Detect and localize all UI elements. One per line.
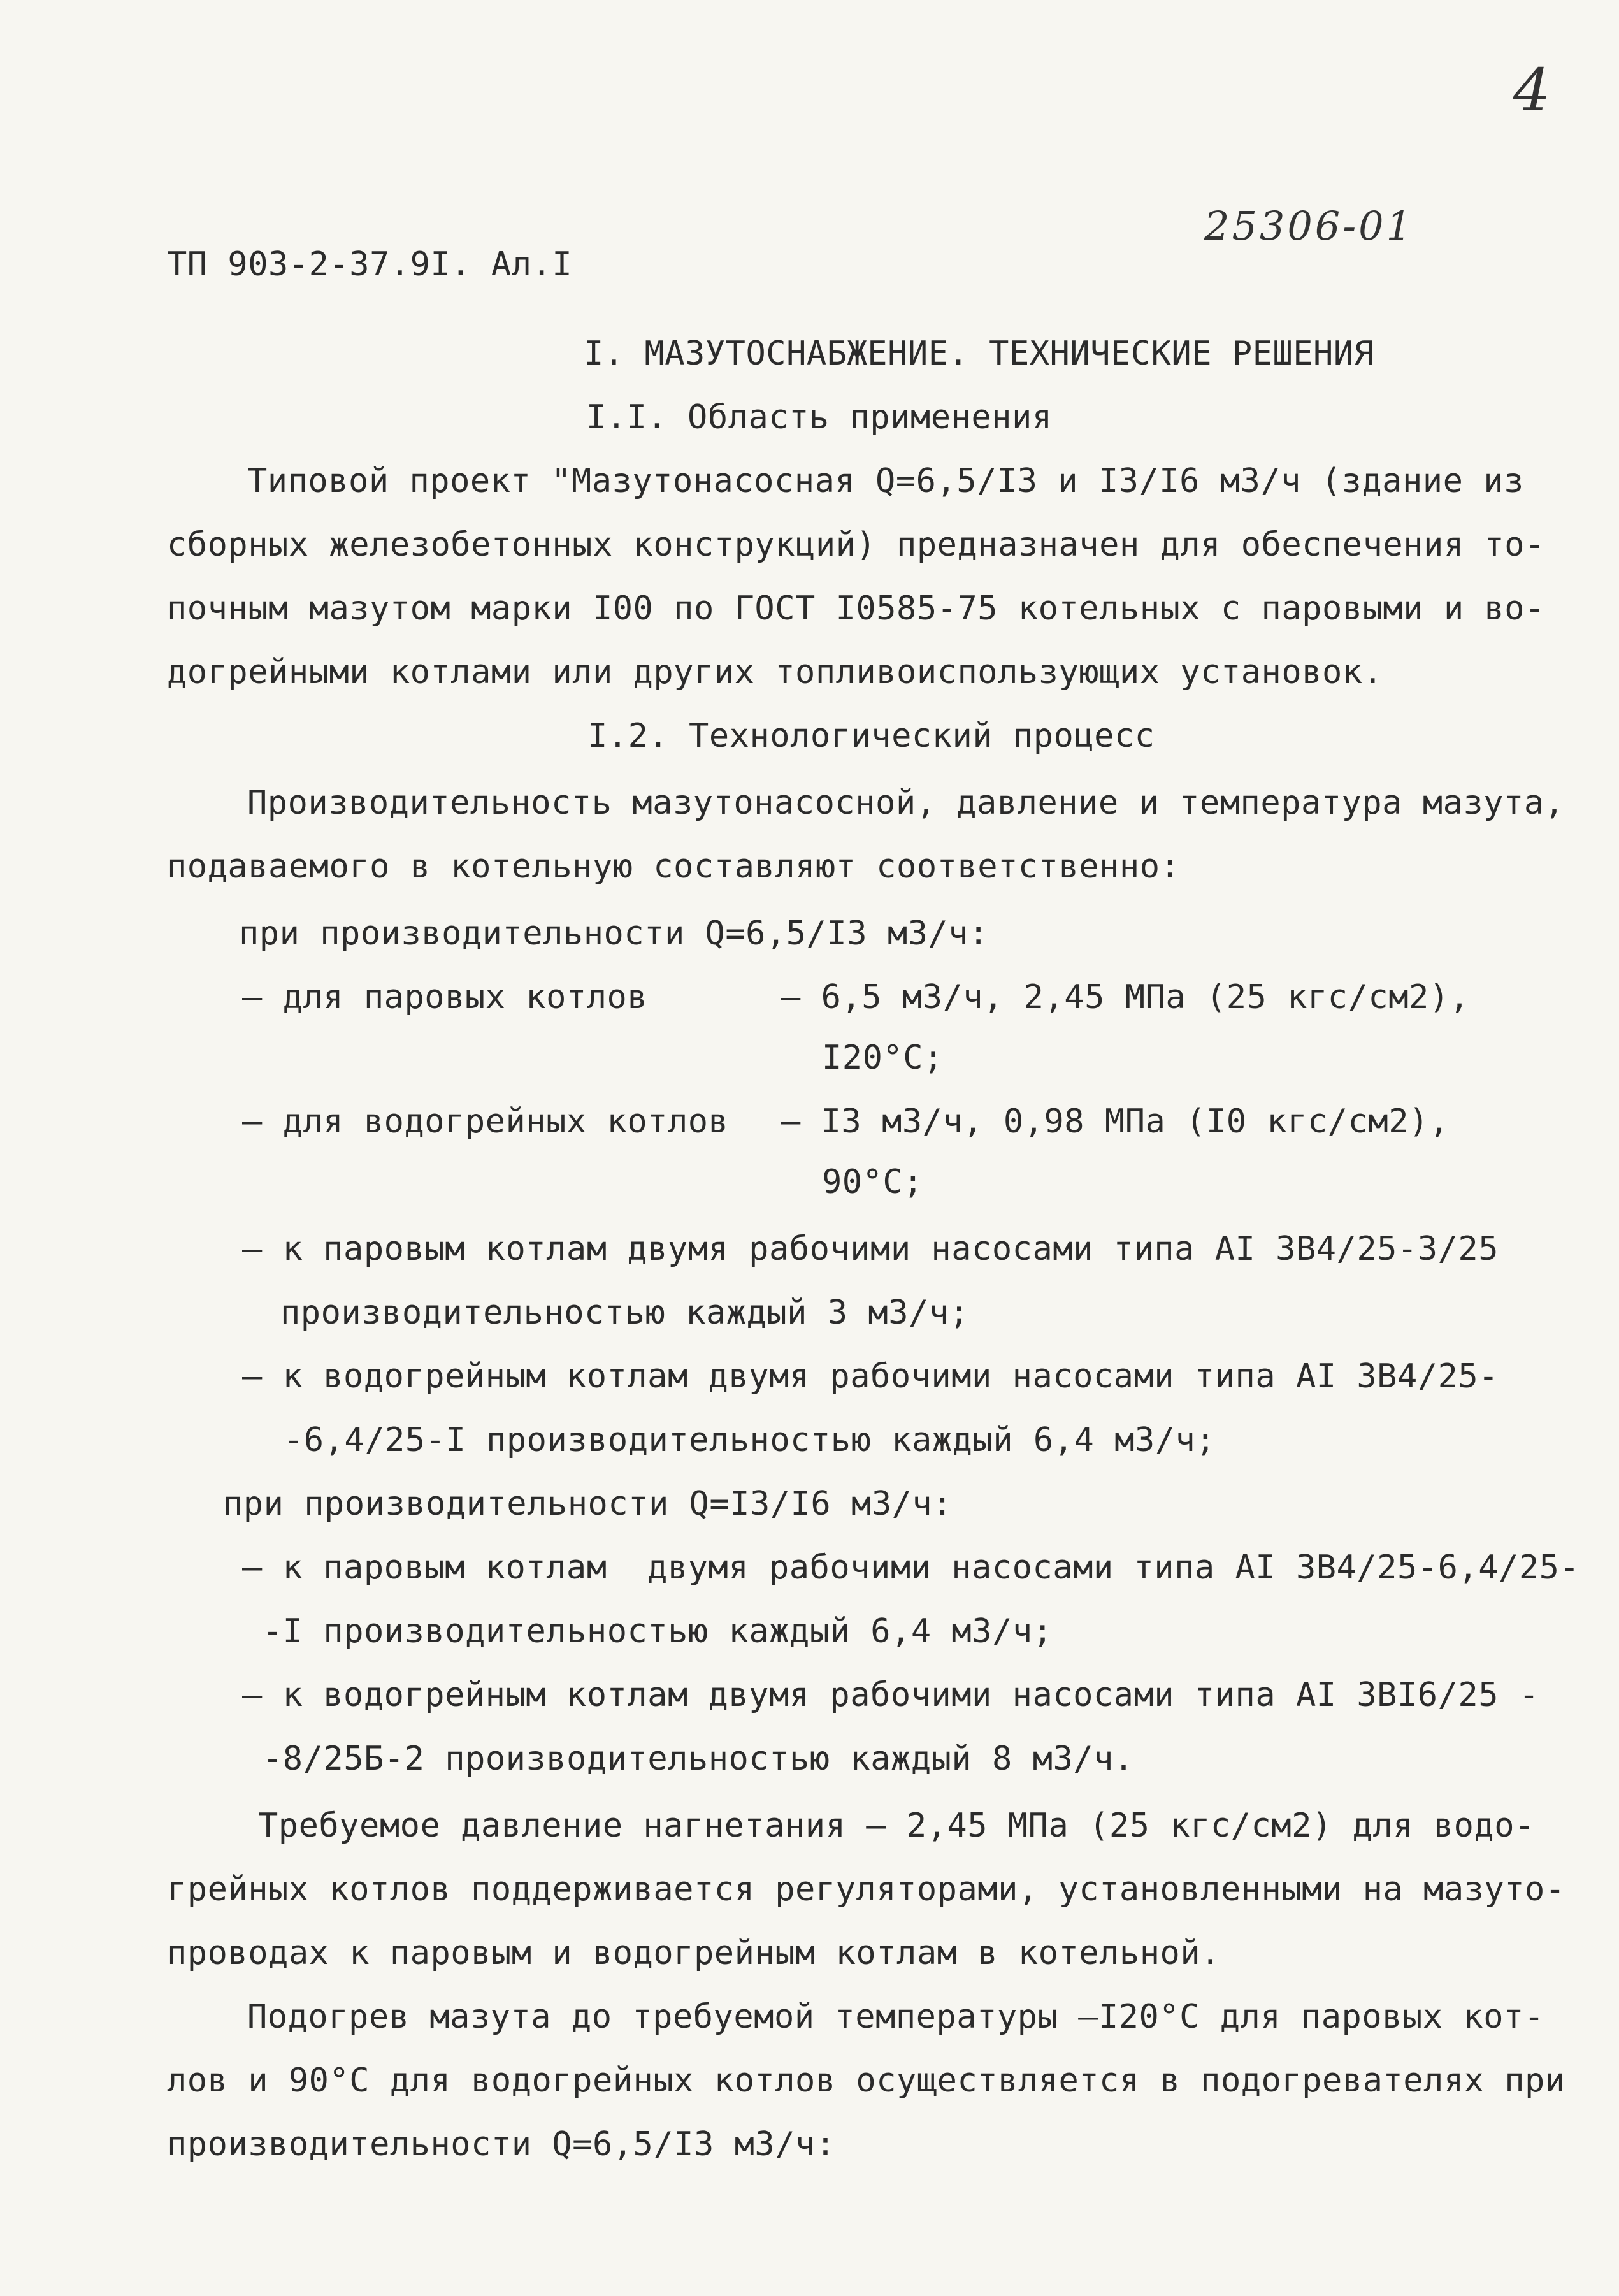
paragraph-line: догрейными котлами или других топливоиспользующих установок. — [167, 653, 1383, 691]
list-item-line: -6,4/25-I производительностью каждый 6,4 м3/ч; — [284, 1421, 1216, 1459]
steam-boiler-value: – 6,5 м3/ч, 2,45 МПа (25 кгс/см2), — [781, 978, 1470, 1016]
hot-water-boiler-value: – I3 м3/ч, 0,98 МПа (I0 кгс/см2), — [781, 1102, 1450, 1141]
list-item-line: – к водогрейным котлам двумя рабочими насосами типа AI 3В4/25- — [242, 1357, 1499, 1396]
paragraph-line: Требуемое давление нагнетания – 2,45 МПа (25 кгс/см2) для водо- — [258, 1807, 1535, 1845]
section-title: I. МАЗУТОСНАБЖЕНИЕ. ТЕХНИЧЕСКИЕ РЕШЕНИЯ — [584, 335, 1374, 373]
document-code: ТП 903-2-37.9I. Ал.I — [167, 245, 573, 284]
hot-water-boiler-label: – для водогрейных котлов — [242, 1102, 729, 1141]
paragraph-line: подаваемого в котельную составляют соответственно: — [167, 848, 1181, 886]
paragraph-line: грейных котлов поддерживается регуляторами, установленными на мазуто- — [167, 1870, 1565, 1909]
page-number: 4 — [1513, 56, 1551, 124]
hot-water-boiler-temperature: 90°C; — [822, 1163, 924, 1201]
inventory-number: 25306-01 — [1204, 203, 1414, 249]
paragraph-line: Производительность мазутонасосной, давление и температура мазута, — [247, 784, 1565, 822]
paragraph-line: сборных железобетонных конструкций) предназначен для обеспечения то- — [167, 526, 1545, 564]
paragraph-line: проводах к паровым и водогрейным котлам в котельной. — [167, 1934, 1221, 1972]
list-item-line: – к водогрейным котлам двумя рабочими насосами типа AI 3ВI6/25 - — [242, 1676, 1539, 1714]
steam-boiler-label: – для паровых котлов — [242, 978, 648, 1016]
case-heading: при производительности Q=6,5/I3 м3/ч: — [239, 914, 989, 953]
subsection-title-scope: I.I. Область применения — [586, 398, 1053, 437]
paragraph-line: производительности Q=6,5/I3 м3/ч: — [167, 2125, 836, 2163]
steam-boiler-temperature: I20°C; — [822, 1039, 944, 1077]
paragraph-line: Типовой проект "Мазутонасосная Q=6,5/I3 и I3/I6 м3/ч (здание из — [247, 462, 1524, 500]
paragraph-line: почным мазутом марки I00 по ГОСТ I0585-75 котельных с паровыми и во- — [167, 589, 1545, 628]
paragraph-line: Подогрев мазута до требуемой температуры –I20°C для паровых кот- — [247, 1998, 1544, 2036]
list-item-line: – к паровым котлам двумя рабочими насосами типа AI 3В4/25-3/25 — [242, 1230, 1499, 1268]
paragraph-line: лов и 90°C для водогрейных котлов осуществляется в подогревателях при — [167, 2061, 1565, 2100]
list-item-line: -8/25Б-2 производительностью каждый 8 м3/ч. — [263, 1740, 1134, 1778]
list-item-line: -I производительностью каждый 6,4 м3/ч; — [263, 1612, 1053, 1650]
list-item-line: производительностью каждый 3 м3/ч; — [280, 1294, 970, 1332]
case-heading: при производительности Q=I3/I6 м3/ч: — [223, 1485, 953, 1523]
subsection-title-process: I.2. Технологический процесс — [587, 717, 1155, 755]
list-item-line: – к паровым котлам двумя рабочими насосами типа AI 3В4/25-6,4/25- — [242, 1549, 1580, 1587]
